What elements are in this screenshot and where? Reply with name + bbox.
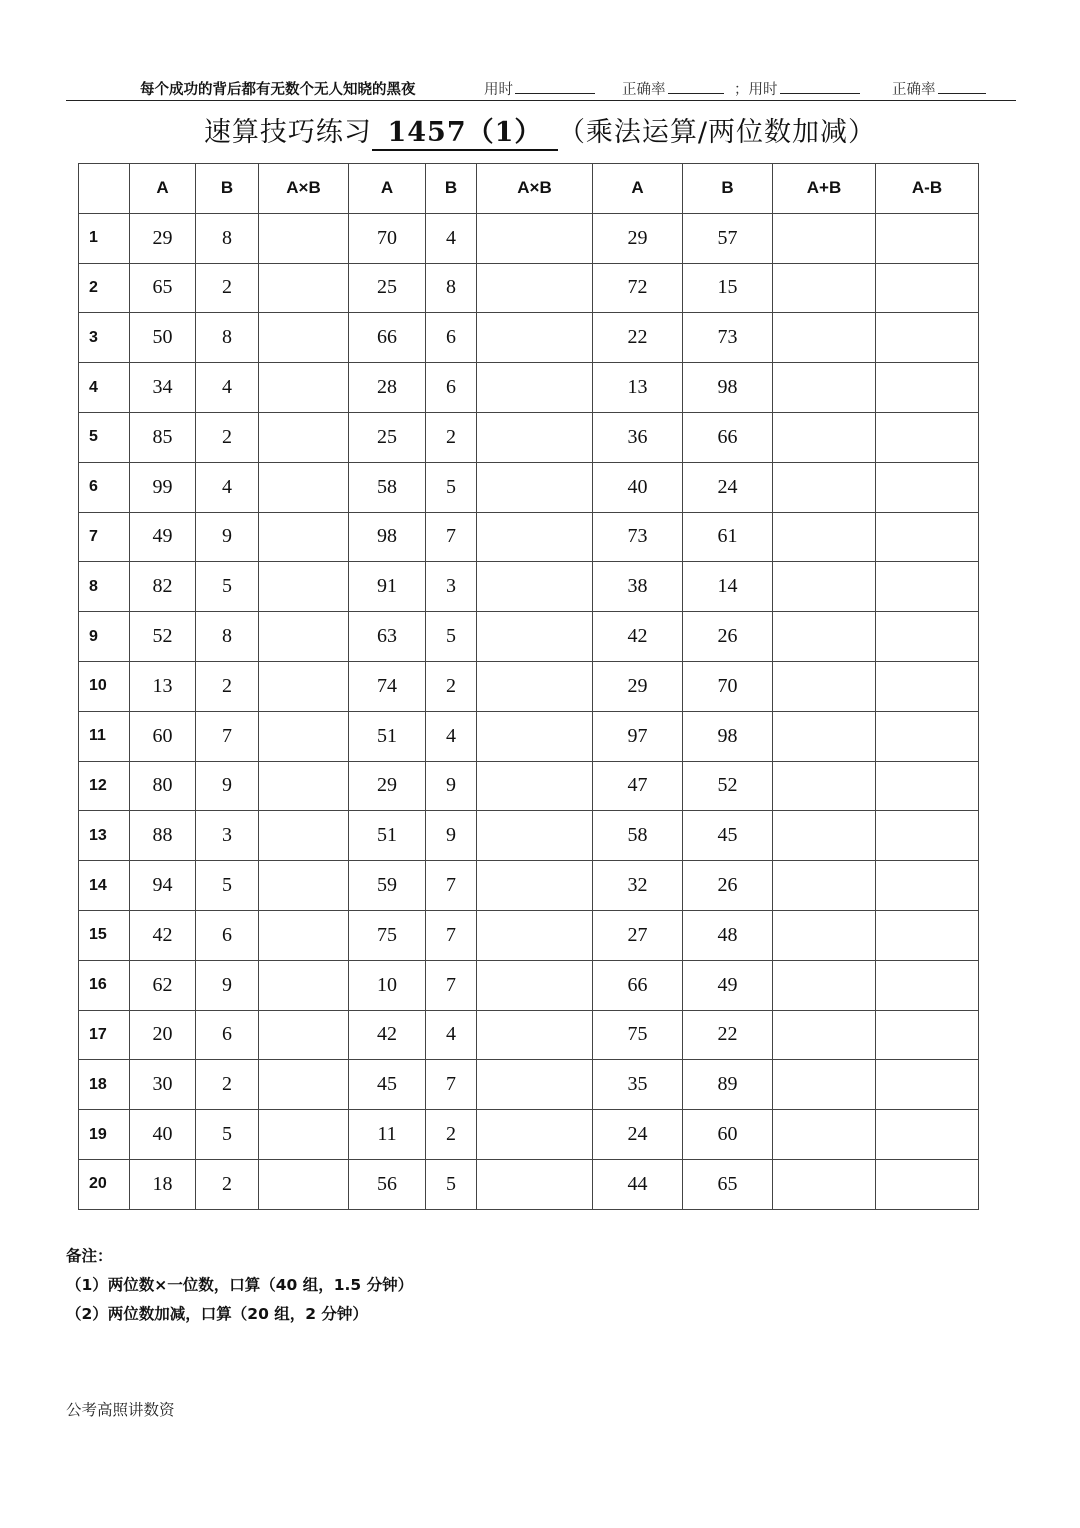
answer-cell[interactable] xyxy=(477,1060,593,1110)
operand-cell: 50 xyxy=(130,313,196,363)
operand-cell: 32 xyxy=(593,861,683,911)
operand-cell: 73 xyxy=(593,512,683,562)
operand-cell: 2 xyxy=(196,412,259,462)
row-number: 18 xyxy=(79,1060,130,1110)
operand-cell: 91 xyxy=(349,562,426,612)
answer-cell[interactable] xyxy=(477,462,593,512)
row-number: 15 xyxy=(79,910,130,960)
operand-cell: 4 xyxy=(426,213,477,263)
operand-cell: 30 xyxy=(130,1060,196,1110)
column-header: A-B xyxy=(876,164,979,214)
operand-cell: 34 xyxy=(130,363,196,413)
answer-cell[interactable] xyxy=(477,213,593,263)
operand-cell: 63 xyxy=(349,612,426,662)
column-header: B xyxy=(196,164,259,214)
answer-cell[interactable] xyxy=(876,1110,979,1160)
table-row xyxy=(79,263,979,313)
operand-cell: 29 xyxy=(130,213,196,263)
operand-cell: 58 xyxy=(593,811,683,861)
answer-cell[interactable] xyxy=(773,1110,876,1160)
operand-cell: 98 xyxy=(683,711,773,761)
row-number: 8 xyxy=(79,562,130,612)
operand-cell: 80 xyxy=(130,761,196,811)
table-row xyxy=(79,213,979,263)
table-row xyxy=(79,462,979,512)
operand-cell: 51 xyxy=(349,711,426,761)
answer-cell[interactable] xyxy=(876,861,979,911)
motto-text: 每个成功的背后都有无数个无人知晓的黑夜 xyxy=(140,82,416,98)
header-index-cell xyxy=(79,164,130,214)
answer-cell[interactable] xyxy=(259,910,349,960)
accuracy-blank-1[interactable] xyxy=(668,79,724,94)
operand-cell: 75 xyxy=(593,1010,683,1060)
footer-text: 公考高照讲数资 xyxy=(66,1401,175,1419)
operand-cell: 11 xyxy=(349,1110,426,1160)
column-header: A xyxy=(349,164,426,214)
answer-cell[interactable] xyxy=(773,811,876,861)
operand-cell: 20 xyxy=(130,1010,196,1060)
operand-cell: 8 xyxy=(426,263,477,313)
table-row xyxy=(79,711,979,761)
row-number: 13 xyxy=(79,811,130,861)
operand-cell: 97 xyxy=(593,711,683,761)
answer-cell[interactable] xyxy=(773,960,876,1010)
answer-cell[interactable] xyxy=(773,412,876,462)
answer-cell[interactable] xyxy=(477,263,593,313)
accuracy-blank-2[interactable] xyxy=(938,79,986,94)
answer-cell[interactable] xyxy=(259,462,349,512)
column-header: B xyxy=(426,164,477,214)
accuracy-label-2: 正确率 xyxy=(892,82,936,98)
answer-cell[interactable] xyxy=(477,1159,593,1209)
answer-cell[interactable] xyxy=(876,1060,979,1110)
answer-cell[interactable] xyxy=(259,811,349,861)
operand-cell: 26 xyxy=(683,861,773,911)
operand-cell: 88 xyxy=(130,811,196,861)
operand-cell: 9 xyxy=(426,761,477,811)
answer-cell[interactable] xyxy=(259,1010,349,1060)
table-header-row xyxy=(79,164,979,214)
row-number: 12 xyxy=(79,761,130,811)
answer-cell[interactable] xyxy=(477,861,593,911)
answer-cell[interactable] xyxy=(876,562,979,612)
answer-cell[interactable] xyxy=(773,1060,876,1110)
row-number: 7 xyxy=(79,512,130,562)
answer-cell[interactable] xyxy=(773,213,876,263)
operand-cell: 8 xyxy=(196,213,259,263)
operand-cell: 49 xyxy=(683,960,773,1010)
operand-cell: 45 xyxy=(683,811,773,861)
row-number: 10 xyxy=(79,661,130,711)
answer-cell[interactable] xyxy=(259,861,349,911)
operand-cell: 24 xyxy=(683,462,773,512)
answer-cell[interactable] xyxy=(773,612,876,662)
column-header: A xyxy=(593,164,683,214)
table-row xyxy=(79,313,979,363)
answer-cell[interactable] xyxy=(876,661,979,711)
header-bar xyxy=(66,72,1016,101)
operand-cell: 22 xyxy=(683,1010,773,1060)
operand-cell: 2 xyxy=(426,1110,477,1160)
column-header: A+B xyxy=(773,164,876,214)
operand-cell: 4 xyxy=(196,363,259,413)
answer-cell[interactable] xyxy=(259,661,349,711)
row-number: 19 xyxy=(79,1110,130,1160)
operand-cell: 57 xyxy=(683,213,773,263)
operand-cell: 66 xyxy=(593,960,683,1010)
row-number: 5 xyxy=(79,412,130,462)
operand-cell: 52 xyxy=(130,612,196,662)
time-field-2 xyxy=(734,78,860,99)
operand-cell: 8 xyxy=(196,612,259,662)
answer-cell[interactable] xyxy=(477,313,593,363)
answer-cell[interactable] xyxy=(259,1159,349,1209)
operand-cell: 5 xyxy=(426,462,477,512)
operand-cell: 82 xyxy=(130,562,196,612)
operand-cell: 5 xyxy=(196,1110,259,1160)
answer-cell[interactable] xyxy=(477,363,593,413)
column-header: A×B xyxy=(259,164,349,214)
answer-cell[interactable] xyxy=(876,612,979,662)
answer-cell[interactable] xyxy=(773,462,876,512)
answer-cell[interactable] xyxy=(259,313,349,363)
operand-cell: 9 xyxy=(196,512,259,562)
practice-table xyxy=(78,163,979,1210)
answer-cell[interactable] xyxy=(477,612,593,662)
answer-cell[interactable] xyxy=(876,761,979,811)
row-number: 16 xyxy=(79,960,130,1010)
answer-cell[interactable] xyxy=(773,512,876,562)
time-field-1 xyxy=(484,78,595,99)
answer-cell[interactable] xyxy=(259,213,349,263)
title-suffix: （乘法运算/两位数加减） xyxy=(557,117,877,148)
operand-cell: 13 xyxy=(593,363,683,413)
answer-cell[interactable] xyxy=(259,711,349,761)
answer-cell[interactable] xyxy=(259,761,349,811)
operand-cell: 59 xyxy=(349,861,426,911)
operand-cell: 58 xyxy=(349,462,426,512)
operand-cell: 42 xyxy=(349,1010,426,1060)
row-number: 3 xyxy=(79,313,130,363)
operand-cell: 49 xyxy=(130,512,196,562)
operand-cell: 14 xyxy=(683,562,773,612)
answer-cell[interactable] xyxy=(773,363,876,413)
answer-cell[interactable] xyxy=(477,412,593,462)
answer-cell[interactable] xyxy=(876,263,979,313)
operand-cell: 5 xyxy=(196,861,259,911)
answer-cell[interactable] xyxy=(876,1159,979,1209)
table-row xyxy=(79,512,979,562)
answer-cell[interactable] xyxy=(773,263,876,313)
answer-cell[interactable] xyxy=(876,811,979,861)
column-header: A xyxy=(130,164,196,214)
answer-cell[interactable] xyxy=(259,512,349,562)
row-number: 17 xyxy=(79,1010,130,1060)
answer-cell[interactable] xyxy=(477,512,593,562)
operand-cell: 9 xyxy=(426,811,477,861)
operand-cell: 6 xyxy=(196,1010,259,1060)
operand-cell: 70 xyxy=(683,661,773,711)
answer-cell[interactable] xyxy=(477,562,593,612)
row-number: 9 xyxy=(79,612,130,662)
operand-cell: 7 xyxy=(426,512,477,562)
answer-cell[interactable] xyxy=(876,711,979,761)
title-code: 1457（1） xyxy=(372,110,558,151)
time-blank-1[interactable] xyxy=(515,79,595,94)
operand-cell: 4 xyxy=(196,462,259,512)
operand-cell: 94 xyxy=(130,861,196,911)
operand-cell: 7 xyxy=(426,960,477,1010)
operand-cell: 2 xyxy=(426,412,477,462)
answer-cell[interactable] xyxy=(477,1010,593,1060)
accuracy-field-1 xyxy=(622,78,724,99)
operand-cell: 29 xyxy=(593,213,683,263)
answer-cell[interactable] xyxy=(477,960,593,1010)
answer-cell[interactable] xyxy=(259,263,349,313)
operand-cell: 98 xyxy=(349,512,426,562)
operand-cell: 2 xyxy=(426,661,477,711)
operand-cell: 70 xyxy=(349,213,426,263)
separator: ； xyxy=(734,82,749,98)
operand-cell: 3 xyxy=(426,562,477,612)
time-label-2: 用时 xyxy=(748,82,778,98)
operand-cell: 6 xyxy=(196,910,259,960)
note-line-1: （1）两位数×一位数，口算（40 组，1.5 分钟） xyxy=(66,1276,414,1294)
operand-cell: 66 xyxy=(349,313,426,363)
operand-cell: 65 xyxy=(130,263,196,313)
answer-cell[interactable] xyxy=(259,612,349,662)
time-blank-2[interactable] xyxy=(780,79,860,94)
operand-cell: 2 xyxy=(196,661,259,711)
operand-cell: 9 xyxy=(196,761,259,811)
row-number: 1 xyxy=(79,213,130,263)
operand-cell: 62 xyxy=(130,960,196,1010)
answer-cell[interactable] xyxy=(477,761,593,811)
operand-cell: 3 xyxy=(196,811,259,861)
answer-cell[interactable] xyxy=(773,711,876,761)
answer-cell[interactable] xyxy=(773,562,876,612)
operand-cell: 15 xyxy=(683,263,773,313)
answer-cell[interactable] xyxy=(477,661,593,711)
operand-cell: 52 xyxy=(683,761,773,811)
table-row xyxy=(79,761,979,811)
table-row xyxy=(79,960,979,1010)
operand-cell: 8 xyxy=(196,313,259,363)
table-row xyxy=(79,363,979,413)
operand-cell: 99 xyxy=(130,462,196,512)
operand-cell: 36 xyxy=(593,412,683,462)
operand-cell: 60 xyxy=(683,1110,773,1160)
operand-cell: 18 xyxy=(130,1159,196,1209)
answer-cell[interactable] xyxy=(876,313,979,363)
operand-cell: 7 xyxy=(196,711,259,761)
accuracy-label-1: 正确率 xyxy=(622,82,666,98)
operand-cell: 5 xyxy=(196,562,259,612)
answer-cell[interactable] xyxy=(259,562,349,612)
operand-cell: 6 xyxy=(426,363,477,413)
operand-cell: 25 xyxy=(349,412,426,462)
operand-cell: 75 xyxy=(349,910,426,960)
operand-cell: 2 xyxy=(196,263,259,313)
operand-cell: 72 xyxy=(593,263,683,313)
answer-cell[interactable] xyxy=(773,661,876,711)
operand-cell: 26 xyxy=(683,612,773,662)
answer-cell[interactable] xyxy=(773,1010,876,1060)
operand-cell: 40 xyxy=(593,462,683,512)
row-number: 6 xyxy=(79,462,130,512)
operand-cell: 35 xyxy=(593,1060,683,1110)
operand-cell: 74 xyxy=(349,661,426,711)
worksheet-title xyxy=(0,110,1080,151)
answer-cell[interactable] xyxy=(259,1060,349,1110)
operand-cell: 7 xyxy=(426,910,477,960)
answer-cell[interactable] xyxy=(876,412,979,462)
operand-cell: 7 xyxy=(426,1060,477,1110)
operand-cell: 27 xyxy=(593,910,683,960)
table-row xyxy=(79,1010,979,1060)
answer-cell[interactable] xyxy=(259,1110,349,1160)
table-row xyxy=(79,612,979,662)
answer-cell[interactable] xyxy=(259,412,349,462)
answer-cell[interactable] xyxy=(876,960,979,1010)
operand-cell: 44 xyxy=(593,1159,683,1209)
answer-cell[interactable] xyxy=(773,1159,876,1209)
operand-cell: 13 xyxy=(130,661,196,711)
table-row xyxy=(79,811,979,861)
answer-cell[interactable] xyxy=(477,1110,593,1160)
operand-cell: 22 xyxy=(593,313,683,363)
operand-cell: 66 xyxy=(683,412,773,462)
operand-cell: 28 xyxy=(349,363,426,413)
operand-cell: 61 xyxy=(683,512,773,562)
answer-cell[interactable] xyxy=(259,960,349,1010)
operand-cell: 98 xyxy=(683,363,773,413)
operand-cell: 10 xyxy=(349,960,426,1010)
accuracy-field-2 xyxy=(892,78,986,99)
table-row xyxy=(79,562,979,612)
table-row xyxy=(79,1110,979,1160)
operand-cell: 2 xyxy=(196,1060,259,1110)
operand-cell: 47 xyxy=(593,761,683,811)
operand-cell: 85 xyxy=(130,412,196,462)
operand-cell: 2 xyxy=(196,1159,259,1209)
answer-cell[interactable] xyxy=(876,363,979,413)
operand-cell: 29 xyxy=(593,661,683,711)
answer-cell[interactable] xyxy=(876,512,979,562)
answer-cell[interactable] xyxy=(773,761,876,811)
table-row xyxy=(79,412,979,462)
answer-cell[interactable] xyxy=(876,910,979,960)
notes-section xyxy=(66,1242,413,1329)
operand-cell: 42 xyxy=(593,612,683,662)
row-number: 2 xyxy=(79,263,130,313)
row-number: 14 xyxy=(79,861,130,911)
column-header: B xyxy=(683,164,773,214)
row-number: 11 xyxy=(79,711,130,761)
operand-cell: 73 xyxy=(683,313,773,363)
time-label-1: 用时 xyxy=(484,82,513,98)
answer-cell[interactable] xyxy=(876,1010,979,1060)
table-row xyxy=(79,861,979,911)
column-header: A×B xyxy=(477,164,593,214)
table-row xyxy=(79,1159,979,1209)
operand-cell: 7 xyxy=(426,861,477,911)
operand-cell: 48 xyxy=(683,910,773,960)
note-line-2: （2）两位数加减，口算（20 组，2 分钟） xyxy=(66,1305,368,1323)
answer-cell[interactable] xyxy=(477,811,593,861)
table-row xyxy=(79,1060,979,1110)
notes-heading: 备注： xyxy=(66,1247,113,1265)
operand-cell: 29 xyxy=(349,761,426,811)
operand-cell: 5 xyxy=(426,612,477,662)
table-row xyxy=(79,661,979,711)
operand-cell: 4 xyxy=(426,711,477,761)
answer-cell[interactable] xyxy=(773,861,876,911)
operand-cell: 9 xyxy=(196,960,259,1010)
operand-cell: 5 xyxy=(426,1159,477,1209)
answer-cell[interactable] xyxy=(477,711,593,761)
operand-cell: 38 xyxy=(593,562,683,612)
operand-cell: 6 xyxy=(426,313,477,363)
table-row xyxy=(79,910,979,960)
operand-cell: 4 xyxy=(426,1010,477,1060)
answer-cell[interactable] xyxy=(876,462,979,512)
operand-cell: 51 xyxy=(349,811,426,861)
operand-cell: 42 xyxy=(130,910,196,960)
answer-cell[interactable] xyxy=(259,363,349,413)
answer-cell[interactable] xyxy=(876,213,979,263)
operand-cell: 24 xyxy=(593,1110,683,1160)
answer-cell[interactable] xyxy=(477,910,593,960)
row-number: 20 xyxy=(79,1159,130,1209)
operand-cell: 45 xyxy=(349,1060,426,1110)
operand-cell: 65 xyxy=(683,1159,773,1209)
operand-cell: 40 xyxy=(130,1110,196,1160)
title-prefix: 速算技巧练习 xyxy=(203,117,372,148)
operand-cell: 89 xyxy=(683,1060,773,1110)
operand-cell: 60 xyxy=(130,711,196,761)
operand-cell: 56 xyxy=(349,1159,426,1209)
answer-cell[interactable] xyxy=(773,910,876,960)
answer-cell[interactable] xyxy=(773,313,876,363)
row-number: 4 xyxy=(79,363,130,413)
operand-cell: 25 xyxy=(349,263,426,313)
